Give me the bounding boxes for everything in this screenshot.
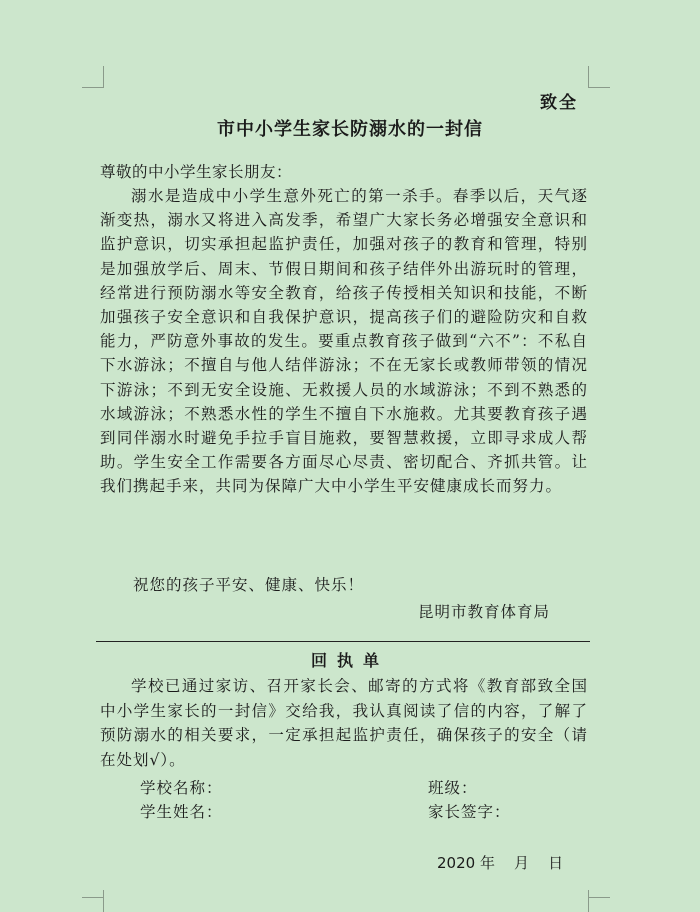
letter-body: 溺水是造成中小学生意外死亡的第一杀手。春季以后，天气逐渐变热，溺水又将进入高发季，希望广大家长务必增强安全意识和监护意识，切实承担起监护责任，加强对孩子的教育和管理，特别是加强放学后、周末、节假日期间和孩子结伴外出游玩时的管理，经常进行预防溺水等安全教育，给孩子传授相关知识和技能，不断加强孩子安全意识和自我保护意识，提高孩子们的避险防灾和自救能力，严防意外事故的发生。要重点教育孩子做到“六不”：不私自下水游泳；不擅自与他人结伴游泳；不在无家长或教师带领的情况下游泳；不到无安全设施、无救援人员的水域游泳；不到不熟悉的水域游泳；不熟悉水性的学生不擅自下水施救。尤其要教育孩子遇到同伴溺水时避免手拉手盲目施救，要智慧救援，立即寻求成人帮助。学生安全工作需要各方面尽心尽责、密切配合、齐抓共管。让我们携起手来，共同为保障广大中小学生平安健康成长而努力。 [100,187,588,496]
receipt-text: 学校已通过家访、召开家长会、邮寄的方式将《教育部致全国中小学生家长的一封信》交给我，我认真阅读了信的内容，了解了预防溺水的相关要求，一定承担起监护责任，确保孩子的安全（请在处划√）。 [100,677,588,769]
crop-mark-bottom-right-h [588,897,610,898]
receipt-title: 回执单 [310,651,389,670]
crop-mark-top-right-h [588,87,610,88]
class-label: 班级： [428,779,478,797]
signature: 昆明市教育体育局 [418,603,551,621]
crop-mark-bottom-left-v [103,890,104,912]
salutation: 尊敬的中小学生家长朋友： [100,163,293,181]
section-divider [96,641,590,642]
school-name-label: 学校名称： [140,779,223,797]
corner-title: 致全 [540,93,578,113]
closing-wish: 祝您的孩子平安、健康、快乐！ [133,576,365,594]
letter-title: 市中小学生家长防溺水的一封信 [217,119,483,140]
crop-mark-bottom-right-v [588,890,589,912]
crop-mark-top-right-v [588,66,589,88]
crop-mark-top-left-v [103,66,104,88]
crop-mark-bottom-left-h [82,897,104,898]
student-name-label: 学生姓名： [140,803,223,821]
crop-mark-top-left-h [82,87,104,88]
parent-signature-label: 家长签字： [428,803,511,821]
date-line: 2020 年 月 日 [437,854,564,872]
